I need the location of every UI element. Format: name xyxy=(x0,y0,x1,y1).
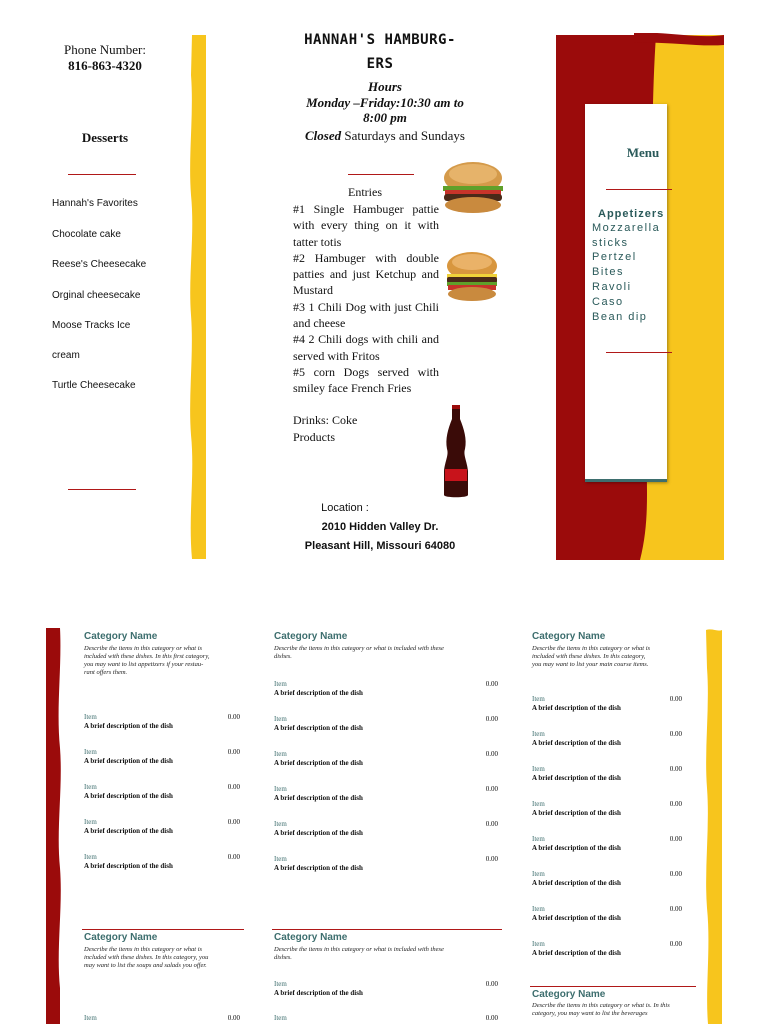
menu-item-price: 0.00 xyxy=(669,800,682,808)
hamburger-image xyxy=(440,160,506,216)
menu-item-description: A brief description of the dish xyxy=(274,989,363,997)
entries-heading: Entries xyxy=(348,185,382,199)
hamburger-image xyxy=(444,250,500,306)
dessert-item: cream xyxy=(52,350,80,361)
menu-item-label: Item xyxy=(84,748,97,756)
dessert-item: Hannah's Favorites xyxy=(52,198,138,209)
menu-item-description: A brief description of the dish xyxy=(532,809,621,817)
red-stripe-left xyxy=(44,628,66,1024)
menu-item-description: A brief description of the dish xyxy=(532,774,621,782)
menu-item-price: 0.00 xyxy=(485,785,498,793)
menu-item-label: Item xyxy=(274,820,287,828)
menu-item-price: 0.00 xyxy=(485,1014,498,1022)
entry-item: #2 Hambuger with double patties and just Ketchup and Mustard xyxy=(293,250,439,298)
hours-text: Monday –Friday:10:30 am to 8:00 pm xyxy=(306,95,464,125)
appetizer-item: Mozzarella xyxy=(592,222,661,234)
menu-item-description: A brief description of the dish xyxy=(274,724,363,732)
menu-item-price: 0.00 xyxy=(669,695,682,703)
dessert-item: Orginal cheesecake xyxy=(52,290,141,301)
menu-item-description: A brief description of the dish xyxy=(532,844,621,852)
divider xyxy=(606,189,672,190)
menu-item-price: 0.00 xyxy=(669,905,682,913)
menu-item-description: A brief description of the dish xyxy=(532,739,621,747)
appetizers-title: Appetizers xyxy=(598,208,665,220)
appetizer-item: Bean dip xyxy=(592,311,648,323)
menu-item-description: A brief description of the dish xyxy=(84,722,173,730)
category-description: Describe the items in this category or what is included with these dishes. In this category, you may want to list your main course items. xyxy=(532,645,651,668)
menu-item-label: Item xyxy=(274,785,287,793)
address-line: Pleasant Hill, Missouri 64080 xyxy=(304,540,456,552)
menu-item-price: 0.00 xyxy=(485,820,498,828)
menu-item-label: Item xyxy=(274,715,287,723)
category-name: Category Name xyxy=(274,932,348,943)
divider xyxy=(348,174,414,175)
menu-item-price: 0.00 xyxy=(227,1014,240,1022)
yellow-stripe-right xyxy=(702,628,724,1024)
menu-item-price: 0.00 xyxy=(227,783,240,791)
menu-item-label: Item xyxy=(532,870,545,878)
location-label: Location : xyxy=(321,502,369,514)
category-name: Category Name xyxy=(274,631,348,642)
menu-item-label: Item xyxy=(274,855,287,863)
menu-item-price: 0.00 xyxy=(485,855,498,863)
entry-item: #4 2 Chili dogs with chili and served with Fritos xyxy=(293,332,439,363)
menu-item-label: Item xyxy=(84,1014,97,1022)
menu-item-description: A brief description of the dish xyxy=(532,914,621,922)
menu-item-label: Item xyxy=(274,750,287,758)
menu-item-price: 0.00 xyxy=(669,730,682,738)
menu-item-description: A brief description of the dish xyxy=(84,792,173,800)
menu-item-description: A brief description of the dish xyxy=(532,949,621,957)
menu-item-label: Item xyxy=(532,695,545,703)
menu-item-description: A brief description of the dish xyxy=(532,704,621,712)
menu-item-label: Item xyxy=(84,713,97,721)
menu-item-price: 0.00 xyxy=(227,818,240,826)
menu-item-label: Item xyxy=(532,730,545,738)
menu-item-label: Item xyxy=(532,800,545,808)
menu-item-price: 0.00 xyxy=(485,750,498,758)
menu-item-description: A brief description of the dish xyxy=(274,759,363,767)
category-description: Describe the items in this category or what is. In this category, you may want to list the beverages xyxy=(532,1002,670,1017)
appetizer-item: Caso xyxy=(592,296,624,308)
menu-item-description: A brief description of the dish xyxy=(84,862,173,870)
desserts-title: Desserts xyxy=(81,130,129,145)
category-name: Category Name xyxy=(532,989,606,1000)
menu-item-label: Item xyxy=(532,765,545,773)
menu-item-description: A brief description of the dish xyxy=(84,827,173,835)
menu-item-label: Item xyxy=(84,783,97,791)
entry-item: #1 Single Hambuger pattie with every thing on it with tatter totis xyxy=(293,202,439,249)
menu-item-price: 0.00 xyxy=(485,680,498,688)
category-description: Describe the items in this category or what is included with these dishes. xyxy=(274,946,444,961)
entry-item: #5 corn Dogs served with smiley face French Fries xyxy=(293,364,439,396)
menu-item-price: 0.00 xyxy=(227,713,240,721)
menu-item-label: Item xyxy=(274,980,287,988)
menu-item-label: Item xyxy=(84,818,97,826)
category-name: Category Name xyxy=(84,631,158,642)
appetizer-item: Pertzel xyxy=(592,251,637,263)
menu-item-description: A brief description of the dish xyxy=(274,829,363,837)
category-name: Category Name xyxy=(84,932,158,943)
category-description: Describe the items in this category or what is included with these dishes. In this first category, you may want to list appetizers if your restau- rant offers them. xyxy=(84,645,210,676)
yellow-stripe-left xyxy=(188,35,210,559)
coke-bottle-image xyxy=(440,405,472,499)
dessert-item: Chocolate cake xyxy=(52,229,121,240)
divider xyxy=(68,489,136,490)
menu-title: Menu xyxy=(626,145,660,160)
menu-item-label: Item xyxy=(532,835,545,843)
menu-item-price: 0.00 xyxy=(227,853,240,861)
divider xyxy=(530,986,696,987)
category-name: Category Name xyxy=(532,631,606,642)
menu-item-description: A brief description of the dish xyxy=(84,757,173,765)
closed-days: Closed Saturdays and Sundays xyxy=(305,128,465,143)
divider xyxy=(606,352,672,353)
restaurant-title: HANNAH'S HAMBURG- ERS xyxy=(304,32,456,72)
menu-item-price: 0.00 xyxy=(669,870,682,878)
phone-number: 816-863-4320 xyxy=(68,58,142,73)
menu-item-price: 0.00 xyxy=(485,715,498,723)
dessert-item: Moose Tracks Ice xyxy=(52,320,131,331)
address-line: 2010 Hidden Valley Dr. xyxy=(321,521,439,533)
drinks-text: Drinks: Coke Products xyxy=(293,413,358,444)
menu-item-label: Item xyxy=(532,905,545,913)
phone-label: Phone Number: xyxy=(64,42,146,57)
appetizer-item: sticks xyxy=(592,237,629,249)
menu-item-description: A brief description of the dish xyxy=(532,879,621,887)
category-description: Describe the items in this category or what is included with these dishes. xyxy=(274,645,444,660)
menu-item-price: 0.00 xyxy=(485,980,498,988)
divider xyxy=(68,174,136,175)
menu-item-description: A brief description of the dish xyxy=(274,689,363,697)
menu-item-label: Item xyxy=(532,940,545,948)
entries-list xyxy=(293,201,439,397)
menu-item-label: Item xyxy=(84,853,97,861)
category-description: Describe the items in this category or what is included with these dishes. In this category, you may want to list the soups and salads you offer. xyxy=(84,946,209,969)
menu-item-label: Item xyxy=(274,680,287,688)
dessert-item: Reese's Cheesecake xyxy=(52,259,147,270)
menu-item-description: A brief description of the dish xyxy=(274,864,363,872)
appetizer-item: Ravoli xyxy=(592,281,632,293)
menu-item-price: 0.00 xyxy=(669,765,682,773)
divider xyxy=(272,929,502,930)
hours-title: Hours xyxy=(368,79,402,94)
menu-item-price: 0.00 xyxy=(669,835,682,843)
menu-item-description: A brief description of the dish xyxy=(274,794,363,802)
menu-item-price: 0.00 xyxy=(227,748,240,756)
entry-item: #3 1 Chili Dog with just Chili and cheese xyxy=(293,299,439,331)
dessert-item: Turtle Cheesecake xyxy=(52,380,136,391)
appetizer-item: Bites xyxy=(592,266,624,278)
menu-item-price: 0.00 xyxy=(669,940,682,948)
menu-item-label: Item xyxy=(274,1014,287,1022)
divider xyxy=(82,929,244,930)
